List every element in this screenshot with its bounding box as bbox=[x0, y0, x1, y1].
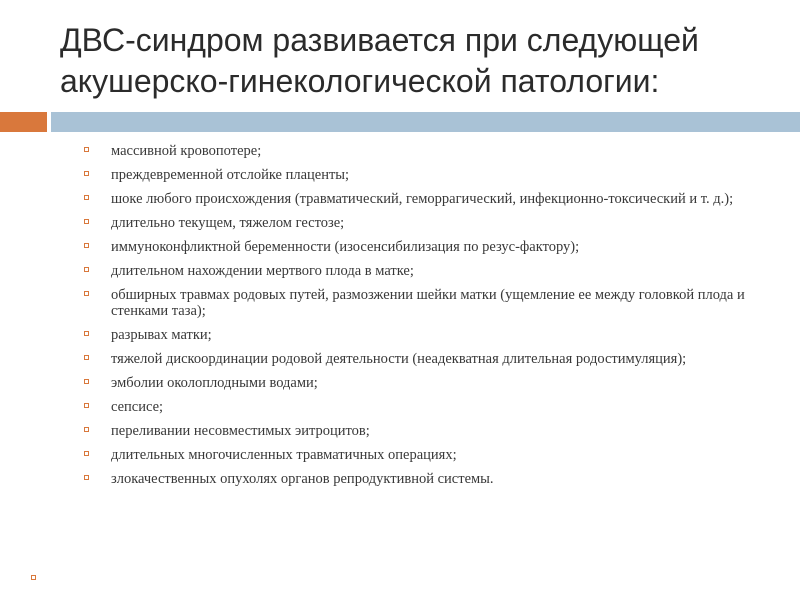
bullet-list bbox=[84, 143, 764, 495]
title-line-1: ДВС-синдром развивается при следующей bbox=[60, 22, 699, 58]
list-item-text: разрывах матки; bbox=[111, 327, 212, 343]
square-bullet-icon bbox=[84, 147, 89, 152]
list-item bbox=[84, 351, 764, 367]
square-bullet-icon bbox=[84, 291, 89, 296]
list-item bbox=[84, 423, 764, 439]
square-bullet-icon bbox=[84, 475, 89, 480]
list-item bbox=[84, 447, 764, 463]
square-bullet-icon bbox=[84, 427, 89, 432]
square-bullet-icon bbox=[84, 243, 89, 248]
list-item-text: сепсисе; bbox=[111, 399, 164, 415]
list-item bbox=[84, 239, 764, 255]
accent-bar-orange bbox=[0, 112, 47, 132]
list-item bbox=[84, 167, 764, 183]
square-bullet-icon bbox=[84, 331, 89, 336]
empty-bullet-icon bbox=[31, 575, 36, 580]
list-item bbox=[84, 215, 764, 231]
list-item bbox=[84, 471, 764, 487]
list-item-text: длительных многочисленных травматичных операциях; bbox=[111, 447, 457, 463]
list-item bbox=[84, 327, 764, 343]
square-bullet-icon bbox=[84, 355, 89, 360]
list-item-text: злокачественных опухолях органов репродуктивной системы. bbox=[111, 471, 494, 487]
square-bullet-icon bbox=[84, 219, 89, 224]
square-bullet-icon bbox=[84, 195, 89, 200]
list-item-text: длительном нахождении мертвого плода в матке; bbox=[111, 263, 414, 279]
square-bullet-icon bbox=[84, 267, 89, 272]
list-item bbox=[84, 399, 764, 415]
list-item bbox=[84, 263, 764, 279]
list-item-text: преждевременной отслойке плаценты; bbox=[111, 167, 350, 183]
accent-bar-blue bbox=[51, 112, 800, 132]
square-bullet-icon bbox=[84, 379, 89, 384]
list-item-text: тяжелой дискоординации родовой деятельности (неадекватная длительная родостимуляция); bbox=[111, 351, 687, 367]
list-item-text: переливании несовместимых эитроцитов; bbox=[111, 423, 370, 439]
list-item-text: длительно текущем, тяжелом гестозе; bbox=[111, 215, 345, 231]
list-item bbox=[84, 287, 764, 319]
list-item-text: эмболии околоплодными водами; bbox=[111, 375, 318, 391]
list-item-text: массивной кровопотере; bbox=[111, 143, 262, 159]
square-bullet-icon bbox=[84, 403, 89, 408]
list-item-text: иммуноконфликтной беременности (изосенсибилизация по резус-фактору); bbox=[111, 239, 580, 255]
list-item-text: шоке любого происхождения (травматический, геморрагический, инфекционно-токсический и т. д.); bbox=[111, 191, 734, 207]
slide-title bbox=[60, 20, 780, 102]
square-bullet-icon bbox=[84, 171, 89, 176]
list-item bbox=[84, 375, 764, 391]
square-bullet-icon bbox=[84, 451, 89, 456]
list-item bbox=[84, 143, 764, 159]
list-item-text: обширных травмах родовых путей, размозжении шейки матки (ущемление ее между головкой плода и стенками таза); bbox=[111, 287, 745, 319]
list-item bbox=[84, 191, 764, 207]
title-line-2: акушерско-гинекологической патологии: bbox=[60, 63, 660, 99]
